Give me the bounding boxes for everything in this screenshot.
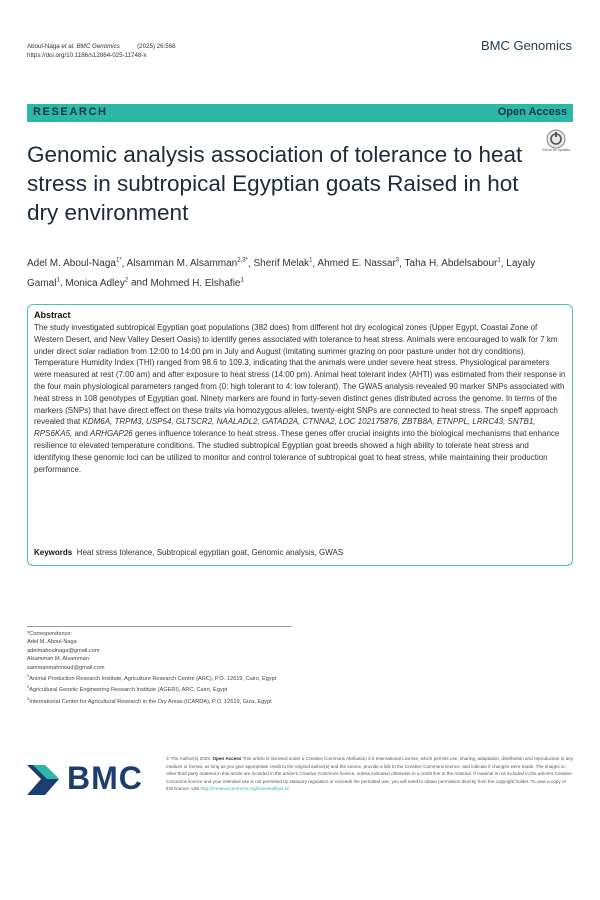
check-for-updates-button[interactable]: [541, 128, 571, 158]
corresponding-author-email[interactable]: adelmaboulnaga@gmail.com: [27, 647, 100, 654]
article-type-label: RESEARCH: [33, 106, 108, 118]
author[interactable]: Monica Adley$^2$: [65, 277, 129, 289]
license-link[interactable]: http://creativecommons.org/licenses/by/4.0/: [200, 786, 289, 792]
footnotes: [27, 630, 292, 706]
check-for-updates-icon: [541, 128, 571, 158]
doi-link[interactable]: https://doi.org/10.1186/s12864-025-11748-x: [27, 52, 147, 59]
author[interactable]: Ahmed E. Nassar$^3$: [317, 258, 400, 270]
author[interactable]: Taha H. Abdelsabour$^1$: [404, 258, 501, 270]
abstract-heading: Abstract: [34, 310, 71, 320]
license-text: © The Author(s) 2025. Open Access This article is licensed under a Creative Commons Attribution 4.0 International License, which permits use, sharing, adaptation, distribution and reproduction in any medium or format, as long as you give appropriate credit to the original author(s) and the source, provide a link to the Creative Commons licence, and indicate if changes were made. The images or other third party material in this article are included in the article's Creative Commons licence, unless indicated otherwise in a credit line to the material. If material is not included in the article's Creative Commons licence and your intended use is not permitted by statutory regulation or exceeds the permitted use, you will need to obtain permission directly from the copyright holder. To view a copy of this licence, visit http://creativecommons.org/licenses/by/4.0/.: [166, 756, 574, 792]
keywords: [34, 548, 566, 557]
citation-line: Aboul-Naga et al. BMC Genomics (2025) 26:568: [27, 43, 176, 50]
affiliation: $^3$International Center for Agricultural Research in the Dry Areas (ICARDA), P.O. 12619, Giza, Egypt: [27, 695, 272, 705]
keywords-list: Heat stress tolerance, Subtropical egyptian goat, Genomic analysis, GWAS: [76, 548, 344, 557]
corresponding-author-email[interactable]: sammanmahmoud@gmail.com: [27, 664, 105, 671]
keywords-label: Keywords: [34, 548, 73, 557]
bmc-logo-text: BMC: [67, 760, 143, 796]
abstract-box: [27, 304, 573, 566]
article-type-banner: [27, 104, 573, 122]
author[interactable]: Sherif Melak$^1$: [253, 258, 313, 270]
author-list: Adel M. Aboul-Naga$^{1*}$, Alsamman M. Alsamman$^{2,3*}$, Sherif Melak$^1$, Ahmed E. Nassar$^3$, Taha H. Abdelsabour$^1$, Layaly Gamal$^1$, Monica Adley$^2$ and Mohmed H. Elshafie$^1$: [27, 258, 536, 289]
author[interactable]: Adel M. Aboul-Naga$^{1*}$: [27, 258, 122, 270]
bmc-logo: [27, 760, 167, 797]
check-for-updates-label: Check for updates: [541, 148, 571, 152]
author[interactable]: Mohmed H. Elshafie$^1$: [150, 277, 244, 289]
author[interactable]: Alsamman M. Alsamman$^{2,3*}$: [126, 258, 248, 270]
correspondence-label: *Correspondence:: [27, 631, 73, 637]
affiliation: $^2$Agricultural Genetic Engineering Research Institute (AGERI), ARC, Cairo, Egypt: [27, 684, 228, 694]
abstract-text: The study investigated subtropical Egyptian goat populations (382 does) from different hot dry ecological zones (Upper Egypt, Coastal Zone of Western Desert, and New Valley Desert Oasis) to identify genes associated with tolerance to heat stress. Animals were encouraged to walk for 7 km under direct solar radiation from 12:00 to 14:00 pm in July and August (imitating summer grazing on poor pasture under hot dry conditions). Temperature Humidity Index (THI) ranged from 98.6 to 109.3, indicating that the animals were under severe heat stress. Physiological parameters were measured at rest (7:00 am) and after exposure to heat stress (14:00 pm). Animal heat tolerant index (AHTI) was estimated from their response in the four main physiological parameters ranged from (0: high tolerant to 4: low tolerant). The GWAS analysis revealed 90 marker SNPs associated with heat stress in 108 genotypes of Egyptian goat. Ninety markers are found in forty-seven distinct genes distributed across the genome. In terms of the markers (SNPs) that have direct effect on these traits via homozygous alleles, twenty-eight SNPs are connected to heat stress. The snpeff approach revealed that KDM6A, TRPM3, USP54, GLTSCR2, NAALADL2, GATAD2A, CTNNA2, LOC 102175876, ZBTB8A, ETNPPL, LRRC43, SNTB1, RPS6KA5, and ARHGAP26 genes influence tolerance to heat stress. These genes offer crucial insights into the biological mechanisms that enhance resilience to elevated temperature conditions. The studied subtropical Egyptian goat breeds showed a high ability to tolerate heat stress and identifying these genomic loci can be utilized to monitor and control tolerance of subtropical goat to heat stress, while maintaining their production performance.: [34, 323, 566, 474]
corresponding-author-name: Adel M. Aboul-Naga: [27, 639, 77, 646]
open-access-label: Open Access: [497, 106, 567, 118]
author[interactable]: Layaly Gamal$^1$: [27, 258, 536, 289]
affiliation: $^1$Animal Production Research Institute, Agriculture Research Centre (ARC), P.O. 12619, Cairo, Egypt: [27, 673, 277, 682]
running-header: [27, 42, 176, 60]
journal-name: BMC Genomics: [480, 38, 572, 53]
footnote-divider: [27, 626, 292, 627]
article-title: Genomic analysis association of tolerance to heat stress in subtropical Egyptian goats Raised in hot dry environment: [27, 142, 523, 225]
corresponding-author-name: Alsamman M. Alsamman: [27, 656, 89, 663]
